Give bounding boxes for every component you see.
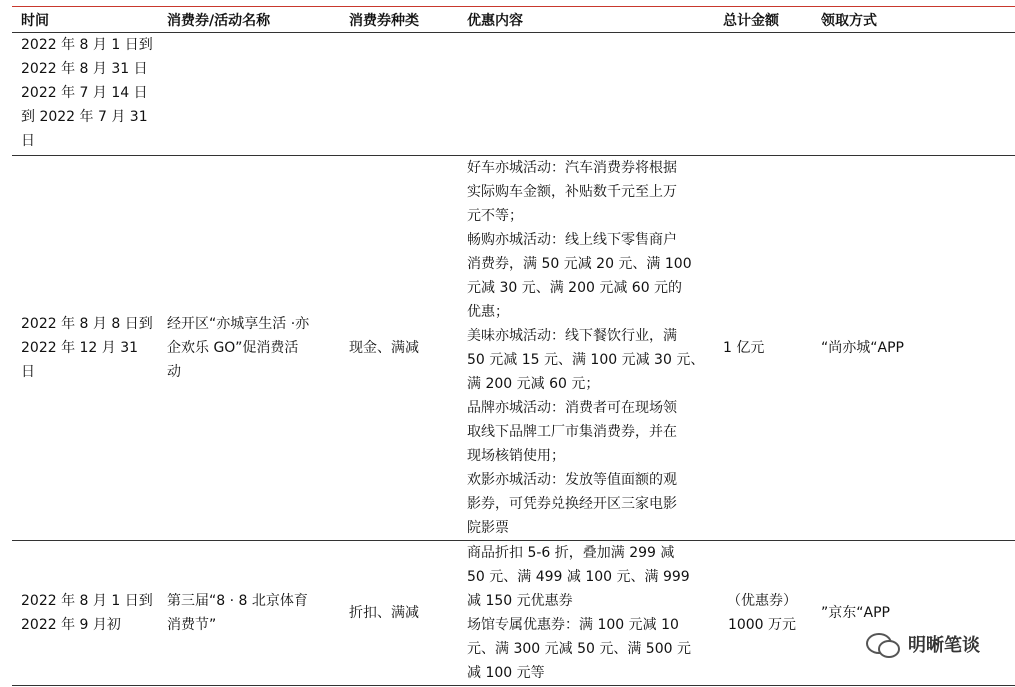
- wechat-icon: [866, 631, 900, 657]
- cell-name: 经开区“亦城享生活 ·亦 企欢乐 GO”促消费活 动: [167, 156, 349, 541]
- cell-type: 现金、满减: [349, 156, 467, 541]
- cell-method: ”京东“APP: [821, 541, 1015, 686]
- header-time: 时间: [12, 7, 167, 33]
- header-content: 优惠内容: [467, 7, 723, 33]
- cell-time: 2022 年 8 月 1 日到 2022 年 9 月初: [12, 541, 167, 686]
- cell-time: 2022 年 8 月 1 日到 2022 年 8 月 31 日 2022 年 7 月 14 日 到 2022 年 7 月 31 日: [12, 33, 167, 156]
- cell-name: [167, 33, 349, 156]
- header-method: 领取方式: [821, 7, 1015, 33]
- header-name: 消费券/活动名称: [167, 7, 349, 33]
- header-type: 消费券种类: [349, 7, 467, 33]
- table-row: [12, 541, 1015, 686]
- cell-name: 第三届“8 · 8 北京体育 消费节”: [167, 541, 349, 686]
- consumption-voucher-table: [12, 7, 1015, 686]
- table-row: [12, 33, 1015, 156]
- cell-content: 好车亦城活动：汽车消费券将根据 实际购车金额，补贴数千元至上万 元不等； 畅购亦城活动：线上线下零售商户 消费券，满 50 元减 20 元、满 100 元减 30 元、满 200 元减 60 元的 优惠； 美味亦城活动：线下餐饮行业，满 50 元减 15 元、满 100 元减 30 元、 满 200 元减 60 元； 品牌亦城活动：消费者可在现场领 取线下品牌工厂市集消费券，并在 现场核销使用； 欢影亦城活动：发放等值面额的观 影券，可凭券兑换经开区三家电影 院影票: [467, 156, 723, 541]
- table-row: [12, 156, 1015, 541]
- cell-type: [349, 33, 467, 156]
- header-row: [12, 7, 1015, 33]
- watermark-text: 明晰笔谈: [908, 635, 980, 656]
- cell-time: 2022 年 8 月 8 日到 2022 年 12 月 31 日: [12, 156, 167, 541]
- cell-method: “尚亦城“APP: [821, 156, 1015, 541]
- cell-amount: （优惠券） 1000 万元: [723, 541, 821, 686]
- watermark: [866, 631, 980, 657]
- cell-amount: [723, 33, 821, 156]
- cell-amount: 1 亿元: [723, 156, 821, 541]
- header-amount: 总计金额: [723, 7, 821, 33]
- cell-method: [821, 33, 1015, 156]
- cell-type: 折扣、满减: [349, 541, 467, 686]
- cell-content: [467, 33, 723, 156]
- cell-content: 商品折扣 5-6 折，叠加满 299 减 50 元、满 499 减 100 元、满 999 减 150 元优惠券 场馆专属优惠券：满 100 元减 10 元、满 300 元减 50 元、满 500 元 减 100 元等: [467, 541, 723, 686]
